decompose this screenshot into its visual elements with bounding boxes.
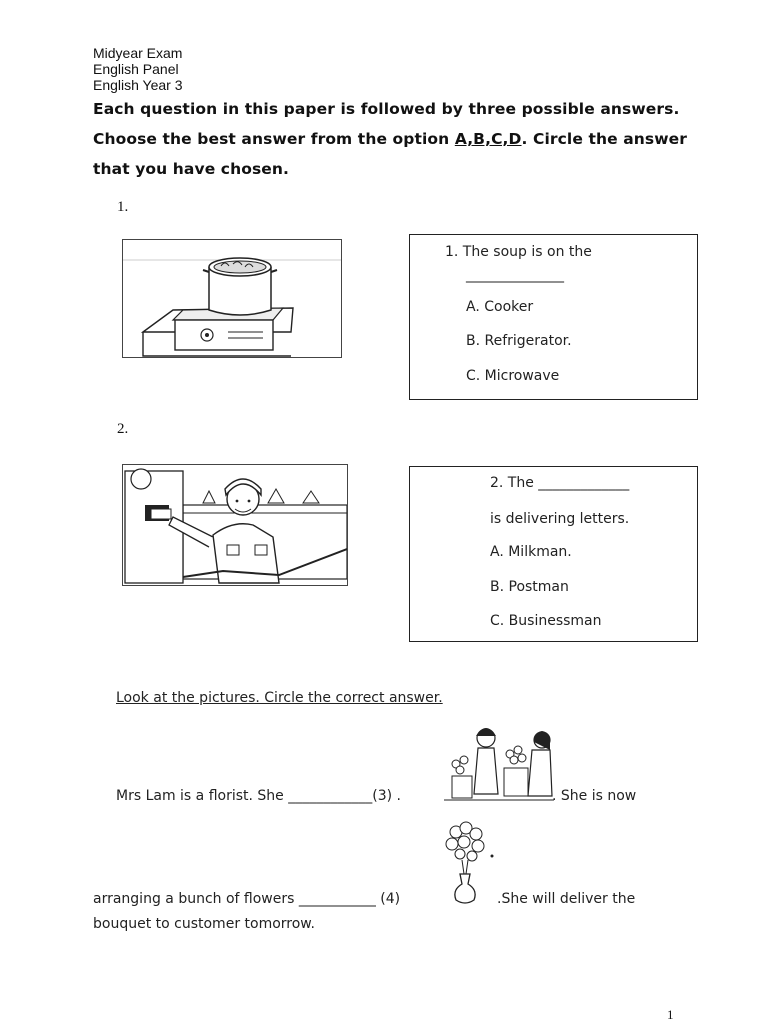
section-2-line-1a: Mrs Lam is a florist. She ____________(3) . [116, 788, 401, 804]
florist-picture [444, 724, 554, 802]
question-1-label: 1. [117, 199, 129, 215]
question-2-label: 2. [117, 421, 129, 437]
header-line-year: English Year 3 [93, 77, 183, 93]
section-2-heading: Look at the pictures. Circle the correct answer. [116, 690, 443, 706]
section-2-line-1b: . She is now [552, 788, 637, 804]
florist-illustration [444, 724, 554, 802]
question-1-stem: 1. The soup is on the [445, 244, 592, 260]
postman-illustration [123, 465, 347, 585]
vase-picture [432, 814, 498, 908]
question-2-box [409, 466, 698, 642]
header-line-exam: Midyear Exam [93, 45, 183, 61]
section-2-line-2a: arranging a bunch of flowers ___________ (4) [93, 891, 401, 907]
instructions-text-2: . Circle the answer that you have chosen. [93, 130, 688, 178]
question-1-picture [122, 239, 342, 358]
flower-vase-illustration [432, 814, 498, 908]
instructions-text-1: Each question in this paper is followed by three possible answers. Choose the best answer from the option [93, 100, 680, 148]
question-1-option-a[interactable]: A. Cooker [466, 299, 534, 315]
section-2-line-2b: .She will deliver the [497, 891, 636, 907]
question-1-box [409, 234, 698, 400]
header-line-panel: English Panel [93, 61, 179, 77]
cooker-pot-illustration [123, 240, 341, 357]
section-2-line-3: bouquet to customer tomorrow. [93, 916, 315, 932]
question-2-option-c[interactable]: C. Businessman [490, 613, 602, 629]
question-1-option-b[interactable]: B. Refrigerator. [466, 333, 572, 349]
instructions-options: A,B,C,D [454, 130, 522, 148]
question-2-stem: 2. The _____________ [490, 475, 630, 491]
question-2-stem-cont: is delivering letters. [490, 511, 630, 527]
instructions [93, 94, 693, 184]
question-2-picture [122, 464, 348, 586]
question-2-option-a[interactable]: A. Milkman. [490, 544, 572, 560]
question-1-option-c[interactable]: C. Microwave [466, 368, 560, 384]
page-number: 1 [667, 1007, 674, 1022]
question-1-blank: ______________ [466, 267, 564, 283]
question-2-option-b[interactable]: B. Postman [490, 579, 569, 595]
exam-header [93, 45, 183, 93]
